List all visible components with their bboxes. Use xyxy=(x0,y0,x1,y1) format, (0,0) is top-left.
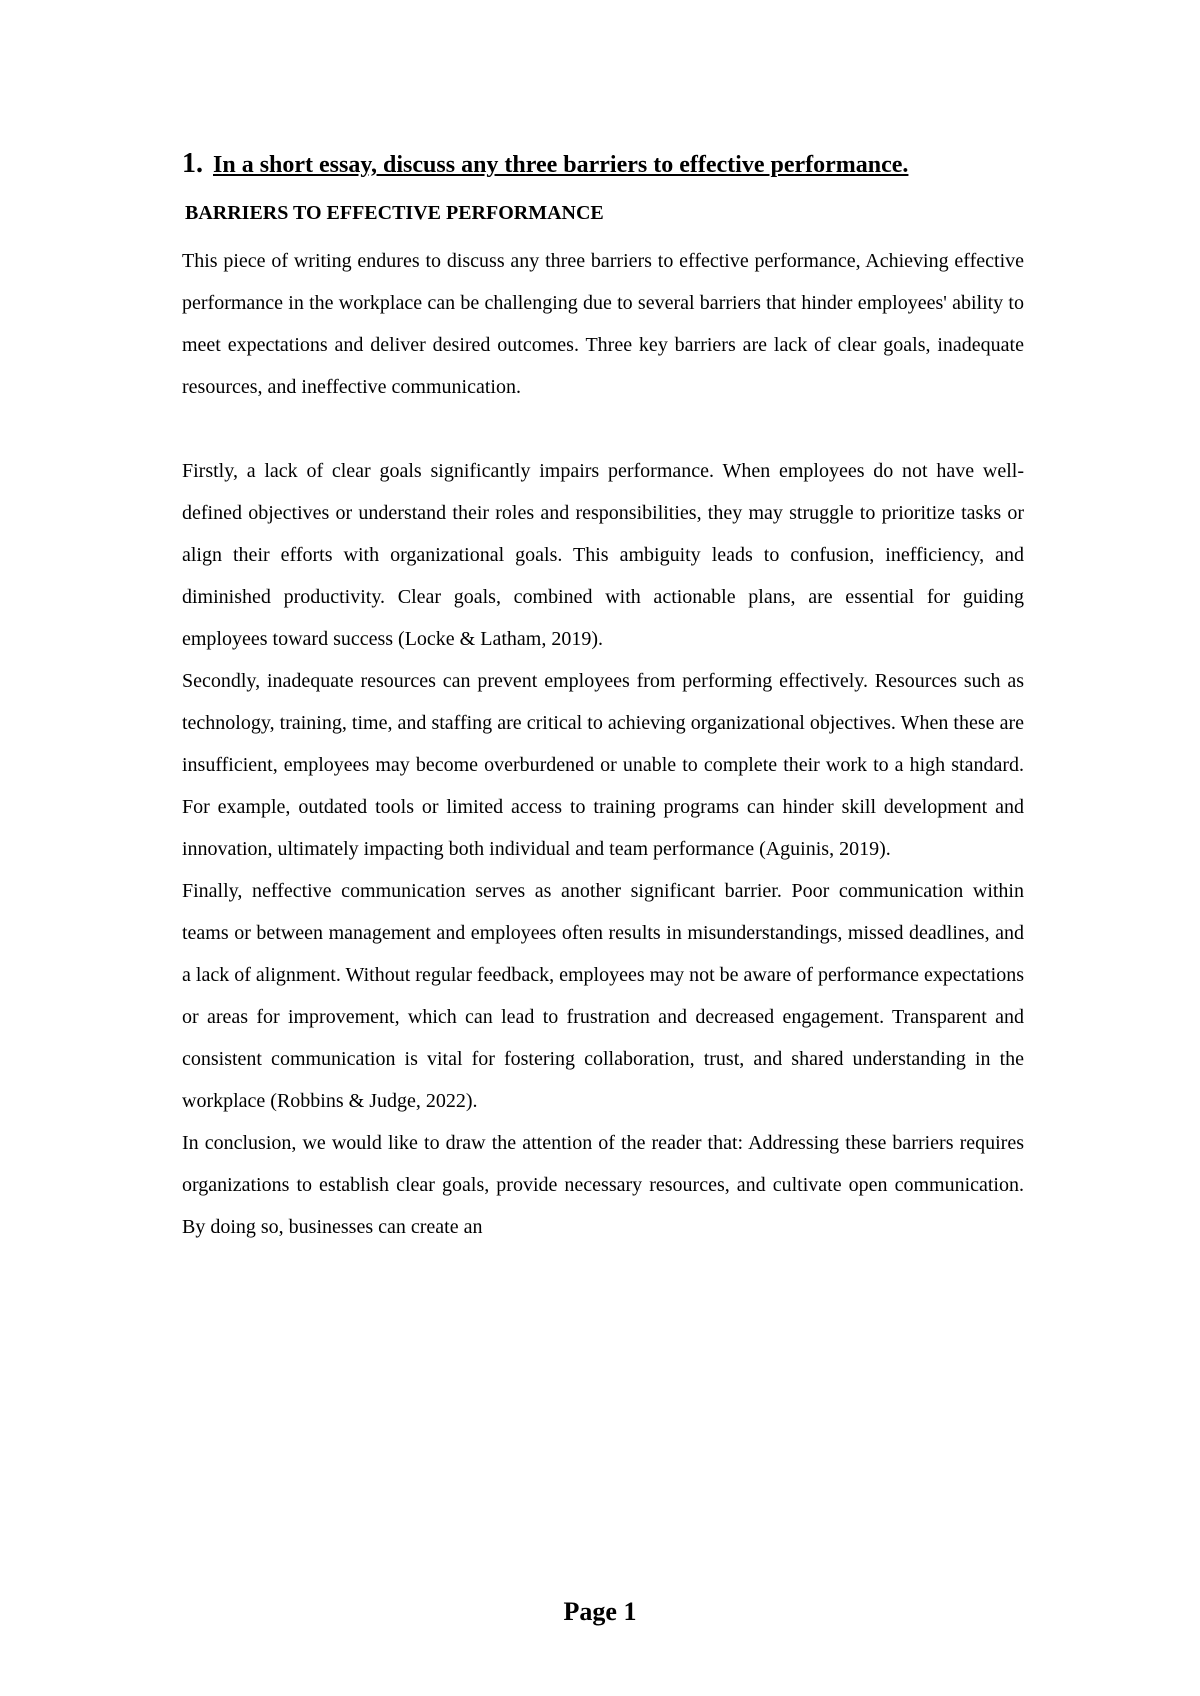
document-body xyxy=(182,148,1024,1248)
paragraph-inadequate-resources: Secondly, inadequate resources can prevent employees from performing effectively. Resources such as technology, training, time, and staffing are critical to achieving organizational objectives. When these are insufficient, employees may become overburdened or unable to complete their work to a high standard. For example, outdated tools or limited access to training programs can hinder skill development and innovation, ultimately impacting both individual and team performance (Aguinis, 2019). xyxy=(182,670,1024,860)
question-text: In a short essay, discuss any three barriers to effective performance. xyxy=(213,152,909,178)
paragraph-lack-of-clear-goals: Firstly, a lack of clear goals significantly impairs performance. When employees do not have well-defined objectives or understand their roles and responsibilities, they may struggle to prioritize tasks or align their efforts with organizational goals. This ambiguity leads to confusion, inefficiency, and diminished productivity. Clear goals, combined with actionable plans, are essential for guiding employees toward success (Locke & Latham, 2019). xyxy=(182,460,1024,650)
section-heading: BARRIERS TO EFFECTIVE PERFORMANCE xyxy=(185,202,604,224)
paragraph-ineffective-communication: Finally, neffective communication serves as another significant barrier. Poor communication within teams or between management and employees often results in misunderstandings, missed deadlines, and a lack of alignment. Without regular feedback, employees may not be aware of performance expectations or areas for improvement, which can lead to frustration and decreased engagement. Transparent and consistent communication is vital for fostering collaboration, trust, and shared understanding in the workplace (Robbins & Judge, 2022). xyxy=(182,880,1024,1112)
question-number: 1. xyxy=(182,148,203,179)
paragraph-introduction: This piece of writing endures to discuss any three barriers to effective performance, Achieving effective performance in the workplace can be challenging due to several barriers that hinder employees' ability to meet expectations and deliver desired outcomes. Three key barriers are lack of clear goals, inadequate resources, and ineffective communication. xyxy=(182,250,1024,398)
paragraph-conclusion: In conclusion, we would like to draw the attention of the reader that: Addressing these barriers requires organizations to establish clear goals, provide necessary resources, and cultivate open communication. By doing so, businesses can create an xyxy=(182,1132,1024,1238)
question-title xyxy=(182,148,1024,181)
page-number: Page 1 xyxy=(563,1597,637,1626)
